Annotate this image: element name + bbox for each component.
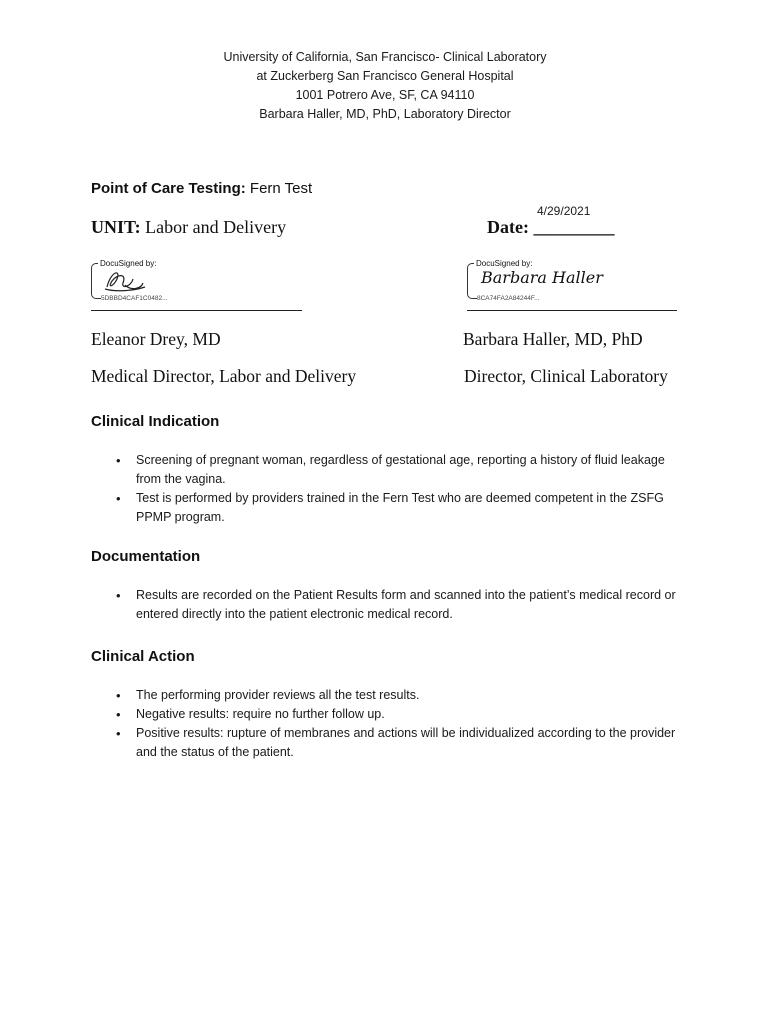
section-heading-documentation: Documentation — [91, 548, 201, 565]
unit-line — [91, 217, 286, 238]
list-item-text: Screening of pregnant woman, regardless of gestational age, reporting a history of fluid leakage from the vagina. — [136, 453, 665, 486]
bullet-icon: • — [116, 588, 121, 603]
unit-value: Labor and Delivery — [145, 217, 287, 237]
documentation-list — [91, 586, 691, 624]
poc-label: Point of Care Testing: — [91, 180, 246, 197]
list-item — [91, 705, 691, 724]
signature-line-left — [91, 310, 302, 311]
signer-title-right: Director, Clinical Laboratory — [464, 366, 668, 386]
section-heading-clinical-indication: Clinical Indication — [91, 413, 220, 430]
docusign-box-right — [467, 259, 603, 302]
unit-label: UNIT: — [91, 217, 141, 237]
signature-line-right — [467, 310, 677, 311]
signer-title-left: Medical Director, Labor and Delivery — [91, 366, 357, 386]
list-item-text: Results are recorded on the Patient Results form and scanned into the patient’s medical record or entered directly into the patient electronic medical record. — [136, 588, 676, 621]
date-label: Date: _________ — [487, 217, 615, 237]
clinical-action-list — [91, 686, 691, 762]
list-item — [91, 724, 691, 762]
list-item — [91, 451, 691, 489]
list-item — [91, 686, 691, 705]
signature-scribble-icon — [103, 267, 147, 293]
poc-title — [91, 180, 312, 197]
bullet-icon: • — [116, 726, 121, 741]
docusign-bracket — [467, 263, 477, 299]
docusign-bracket — [91, 263, 101, 299]
list-item-text: The performing provider reviews all the test results. — [136, 688, 420, 702]
bullet-icon: • — [116, 491, 121, 506]
list-item-text: Positive results: rupture of membranes and actions will be individualized according to the provider and the status of the patient. — [136, 726, 676, 759]
list-item — [91, 489, 691, 527]
poc-value: Fern Test — [249, 180, 313, 197]
header-line: 1001 Potrero Ave, SF, CA 94110 — [295, 88, 475, 102]
signature-text: Barbara Haller — [481, 268, 603, 287]
envelope-id: 5DBBD4CAF1C0482... — [101, 295, 168, 302]
header-line: Barbara Haller, MD, PhD, Laboratory Director — [259, 107, 511, 121]
list-item — [91, 586, 691, 624]
signed-date: 4/29/2021 — [537, 204, 591, 218]
header-line: at Zuckerberg San Francisco General Hospital — [256, 69, 514, 83]
signer-name-right: Barbara Haller, MD, PhD — [463, 329, 643, 349]
docusigned-label: DocuSigned by: — [100, 259, 157, 268]
clinical-indication-list — [91, 451, 691, 527]
list-item-text: Negative results: require no further follow up. — [136, 707, 385, 721]
bullet-icon: • — [116, 688, 121, 703]
header-line: University of California, San Francisco- Clinical Laboratory — [223, 50, 547, 64]
docusign-box-left — [91, 259, 183, 301]
signer-name-left: Eleanor Drey, MD — [91, 329, 221, 349]
docusigned-label: DocuSigned by: — [476, 259, 533, 268]
list-item-text: Test is performed by providers trained in the Fern Test who are deemed competent in the ZSFG PPMP program. — [136, 491, 664, 524]
bullet-icon: • — [116, 453, 121, 468]
lab-header — [0, 48, 770, 124]
section-heading-clinical-action: Clinical Action — [91, 648, 195, 665]
envelope-id: 8CA74FA2A84244F... — [477, 295, 540, 302]
bullet-icon: • — [116, 707, 121, 722]
